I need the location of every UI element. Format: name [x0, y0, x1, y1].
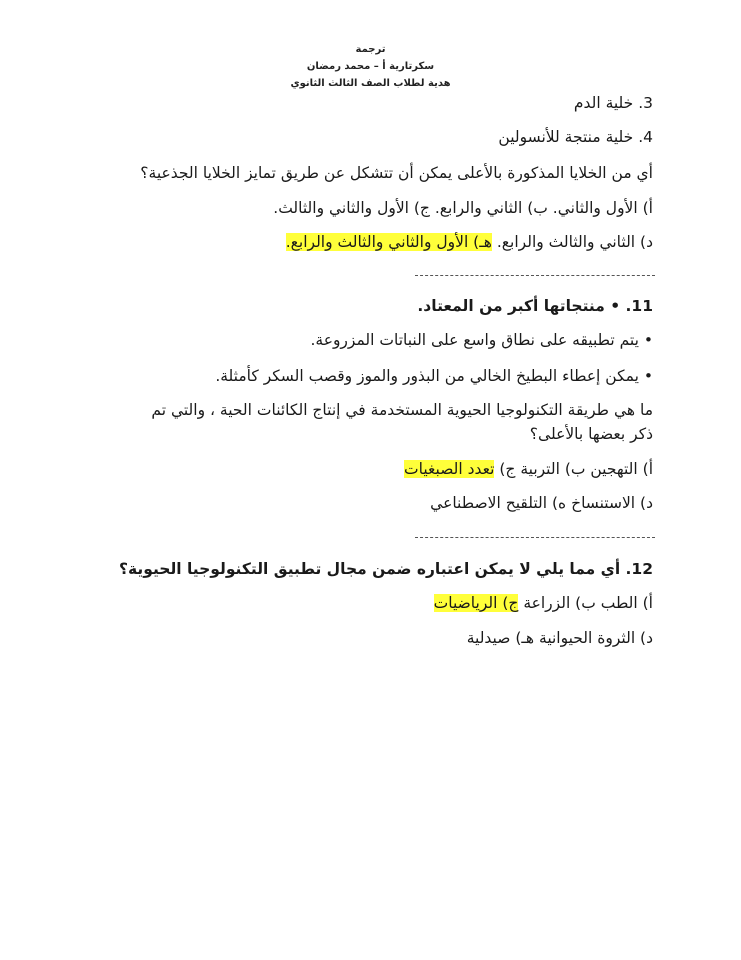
q11-question-line-1: ما هي طريقة التكنولوجيا الحيوية المستخدمة في إنتاج الكائنات الحية ، والتي تم [151, 401, 653, 419]
q11-options-row2: د) الاستنساخ ه) التلقيح الاصطناعي [430, 494, 653, 512]
q12-correct-answer-highlight: ج) الرياضيات [433, 594, 519, 612]
q10-options-row2 [286, 231, 653, 253]
q10-item-3: 3. خلية الدم [573, 94, 653, 112]
q10-question: أي من الخلايا المذكورة بالأعلى يمكن أن تتشكل عن طريق تمايز الخلايا الجذعية؟ [140, 164, 653, 182]
q11-bullet-1: • يتم تطبيقه على نطاق واسع على النباتات المزروعة. [310, 331, 653, 349]
q11-question-line-2: ذكر بعضها بالأعلى؟ [529, 425, 653, 443]
q10-option-d: د) الثاني والثالث والرابع. [491, 233, 653, 251]
q10-item-4: 4. خلية منتجة للأنسولين [498, 128, 653, 146]
q12-options-a-b: أ) الطب ب) الزراعة [518, 594, 653, 612]
separator-1 [415, 275, 655, 276]
q12-options-row1 [434, 592, 653, 614]
header-title: ترجمة [355, 44, 386, 55]
separator-2 [415, 537, 655, 538]
q10-options-row1: أ) الأول والثاني. ب) الثاني والرابع. ج) الأول والثاني والثالث. [273, 199, 653, 217]
q12-options-row2: د) الثروة الحيوانية هـ) صيدلية [466, 629, 653, 647]
header-author: سكرتارية أ – محمد رمضان [306, 61, 435, 72]
q11-title: 11. • منتجاتها أكبر من المعتاد. [417, 297, 653, 315]
q11-bullet-2: • يمكن إعطاء البطيخ الخالي من البذور والموز وقصب السكر كأمثلة. [215, 367, 653, 385]
q11-options-a-b: أ) التهجين ب) التربية ج) [494, 460, 653, 478]
q11-options-row1 [404, 458, 653, 480]
q11-correct-answer-highlight: تعدد الصبغيات [404, 460, 495, 478]
q10-correct-answer-highlight: هـ) الأول والثاني والثالث والرابع. [285, 233, 492, 251]
q12-question: 12. أي مما يلي لا يمكن اعتباره ضمن مجال تطبيق التكنولوجيا الحيوية؟ [119, 560, 653, 578]
header-dedication: هدية لطلاب الصف الثالث الثانوي [290, 78, 451, 89]
